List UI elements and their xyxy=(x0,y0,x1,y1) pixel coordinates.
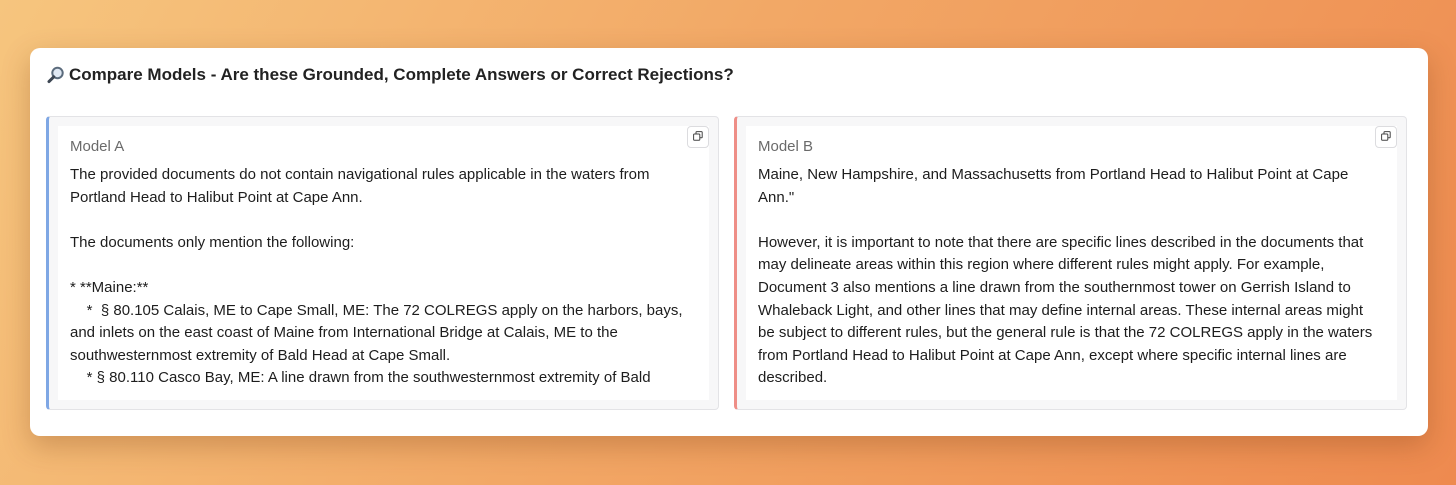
response-line: from Portland Head to Halibut Point at Cape Ann, except where specific internal lines are xyxy=(758,346,1347,364)
response-line: * § 80.105 Calais, ME to Cape Small, ME: The 72 COLREGS apply on the harbors, bays, xyxy=(70,301,683,319)
model-a-content[interactable] xyxy=(58,126,709,400)
response-line: Ann." xyxy=(758,188,795,206)
header xyxy=(46,65,734,85)
model-b-panel xyxy=(734,116,1407,410)
response-line: be subject to different rules, but the general rule is that the 72 COLREGS apply in the waters xyxy=(758,324,1373,342)
compare-card xyxy=(30,48,1428,436)
response-line: may delineate areas within this region where different rules might apply. For example, xyxy=(758,256,1325,274)
response-line xyxy=(758,209,1383,232)
response-line: Maine, New Hampshire, and Massachusetts from Portland Head to Halibut Point at Cape xyxy=(758,166,1349,183)
response-line: However, it is important to note that there are specific lines described in the documents that xyxy=(758,233,1364,251)
response-line: and inlets on the east coast of Maine from International Bridge at Calais, ME to the xyxy=(70,324,618,342)
response-line: Portland Head to Halibut Point at Cape Ann. xyxy=(70,188,363,206)
response-line: Whaleback Light, and other lines that may define internal areas. These internal areas might xyxy=(758,301,1364,319)
copy-button-model-a[interactable] xyxy=(687,126,709,148)
response-line xyxy=(70,254,695,277)
response-line: The provided documents do not contain navigational rules applicable in the waters from xyxy=(70,166,650,183)
copy-icon xyxy=(1381,128,1391,146)
response-line: Document 3 also mentions a line drawn from the southernmost tower on Gerrish Island to xyxy=(758,278,1351,296)
response-line: * **Maine:** xyxy=(70,278,149,296)
model-b-label: Model B xyxy=(758,138,814,155)
page-title: Compare Models - Are these Grounded, Complete Answers or Correct Rejections? xyxy=(69,65,734,84)
magnifier-icon xyxy=(46,65,66,85)
response-line: * § 80.110 Casco Bay, ME: A line drawn from the southwesternmost extremity of Bald xyxy=(70,369,651,387)
response-line: southwesternmost extremity of Bald Head at Cape Small. xyxy=(70,346,451,364)
model-a-panel xyxy=(46,116,719,410)
model-b-response xyxy=(758,164,1383,390)
response-line xyxy=(70,209,695,232)
copy-button-model-b[interactable] xyxy=(1375,126,1397,148)
copy-icon xyxy=(693,128,703,146)
model-a-response xyxy=(70,164,695,390)
response-line: described. xyxy=(758,369,828,387)
model-b-content[interactable] xyxy=(746,126,1397,400)
model-a-label: Model A xyxy=(70,138,125,155)
response-line: The documents only mention the following: xyxy=(70,233,355,251)
